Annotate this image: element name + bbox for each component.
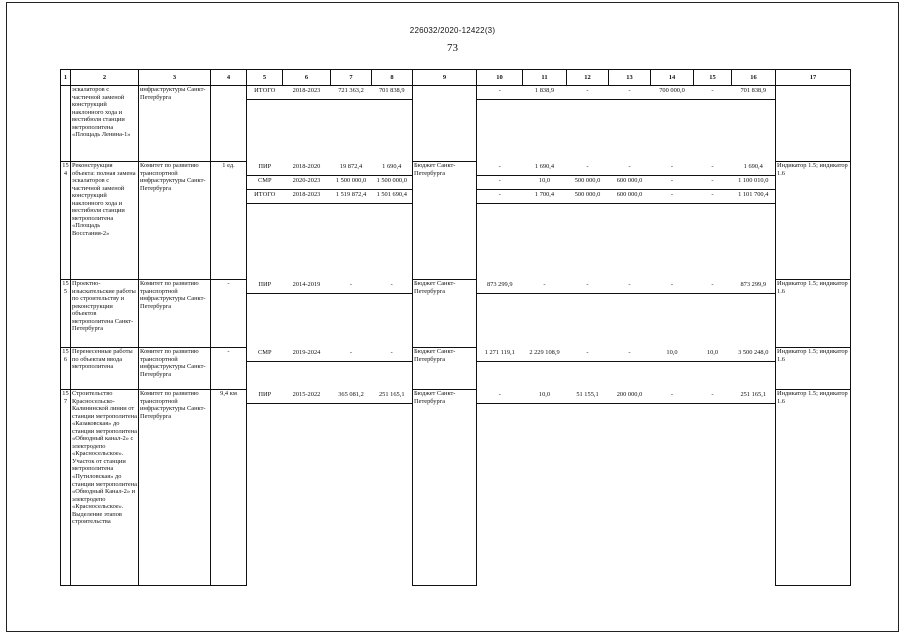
- column-header: 15: [694, 70, 732, 86]
- funding-col-14: -: [651, 280, 694, 294]
- funding-col-11: 2 229 108,9: [523, 348, 567, 362]
- funding-col-11-cell: [523, 162, 567, 280]
- estimated-cost: -: [331, 280, 372, 294]
- table-row: [61, 86, 851, 162]
- funding-total: 1 100 010,0: [732, 175, 776, 189]
- object-name: Строительство Красносельско-Калининской линии от станции метрополитена «Казаковская» до станции метрополитена «Обводный канал-2» с электродепо «Красносельское». Участок от станции метрополитена «Путиловская» до станции метрополитена «Обводный Канал-2» и электродепо «Красносельское». Выделение этапов строительства: [71, 390, 139, 586]
- funding-col-15: -: [694, 280, 732, 294]
- column-header: 14: [651, 70, 694, 86]
- funding-col-11: 10,0: [523, 175, 567, 189]
- funding-total: 251 165,1: [732, 390, 776, 404]
- funding-col-12: -: [567, 162, 609, 176]
- period: 2020-2023: [283, 175, 331, 189]
- funding-source: Бюджет Санкт-Петербурга: [413, 280, 477, 348]
- funding-col-14: -: [651, 390, 694, 404]
- capacity: 1 ед.: [211, 162, 247, 280]
- stage: СМР: [247, 348, 283, 362]
- funding-col-10-cell: [477, 348, 523, 390]
- indicator: Индикатор 1.5; индикатор 1.6: [776, 348, 851, 390]
- stage: ПИР: [247, 162, 283, 176]
- funding-col-15: -: [694, 189, 732, 203]
- table-row: [61, 162, 851, 280]
- funding-col-15-cell: [694, 348, 732, 390]
- funding-col-11-cell: [523, 280, 567, 348]
- remaining-cost: 701 838,9: [372, 86, 413, 100]
- funding-col-11: -: [523, 280, 567, 294]
- stage: ПИР: [247, 280, 283, 294]
- remaining-cost: -: [372, 280, 413, 294]
- funding-total-cell: [732, 86, 776, 162]
- column-header: 1: [61, 70, 71, 86]
- funding-total-cell: [732, 390, 776, 586]
- period: 2018-2023: [283, 86, 331, 100]
- stage: ИТОГО: [247, 189, 283, 203]
- indicator: Индикатор 1.5; индикатор 1.6: [776, 280, 851, 348]
- document-id: 226032/2020-12422(3): [409, 26, 496, 35]
- column-header: 4: [211, 70, 247, 86]
- estimated-cost-cell: [331, 348, 372, 390]
- capacity: -: [211, 280, 247, 348]
- customer: Комитет по развитию транспортной инфраструктуры Санкт-Петербурга: [139, 162, 211, 280]
- column-header: 9: [413, 70, 477, 86]
- funding-col-12: -: [567, 280, 609, 294]
- period: 2018-2023: [283, 189, 331, 203]
- funding-col-11: 10,0: [523, 390, 567, 404]
- funding-total: 3 500 248,0: [732, 348, 776, 362]
- customer: Комитет по развитию транспортной инфраструктуры Санкт-Петербурга: [139, 348, 211, 390]
- row-number: 156: [61, 348, 71, 390]
- column-header: 7: [331, 70, 372, 86]
- stage: ИТОГО: [247, 86, 283, 100]
- funding-col-13-cell: [609, 86, 651, 162]
- remaining-cost-cell: [372, 162, 413, 280]
- funding-source: Бюджет Санкт-Петербурга: [413, 348, 477, 390]
- funding-col-15: -: [694, 390, 732, 404]
- remaining-cost-cell: [372, 390, 413, 586]
- funding-col-10: 873 299,9: [477, 280, 523, 294]
- funding-col-14-cell: [651, 86, 694, 162]
- period-cell: [283, 280, 331, 348]
- funding-col-14: -: [651, 162, 694, 176]
- remaining-cost-cell: [372, 86, 413, 162]
- funding-col-15-cell: [694, 162, 732, 280]
- funding-col-12: -: [567, 86, 609, 100]
- funding-total: 873 299,9: [732, 280, 776, 294]
- funding-col-15-cell: [694, 86, 732, 162]
- remaining-cost: 1 500 000,0: [372, 175, 413, 189]
- object-name: эскалаторов с частичной заменой конструкций наклонного хода и вестибюля станции метрополитена «Площадь Ленина-1»: [71, 86, 139, 162]
- funding-col-13: -: [609, 162, 651, 176]
- remaining-cost: 1 501 690,4: [372, 189, 413, 203]
- remaining-cost-cell: [372, 280, 413, 348]
- funding-col-11: 1 700,4: [523, 189, 567, 203]
- funding-col-12-cell: [567, 280, 609, 348]
- funding-col-11: 1 838,9: [523, 86, 567, 100]
- column-header: 12: [567, 70, 609, 86]
- estimated-cost: 721 363,2: [331, 86, 372, 100]
- funding-col-13-cell: [609, 348, 651, 390]
- program-table: [60, 69, 851, 586]
- column-header: 6: [283, 70, 331, 86]
- funding-source: [413, 86, 477, 162]
- funding-col-13: -: [609, 348, 651, 362]
- funding-col-12-cell: [567, 348, 609, 390]
- funding-col-11: 1 690,4: [523, 162, 567, 176]
- capacity: -: [211, 348, 247, 390]
- column-header: 2: [71, 70, 139, 86]
- object-name: Проектно-изыскательские работы по строительству и реконструкции объектов метрополитена Санкт-Петербурга: [71, 280, 139, 348]
- estimated-cost-cell: [331, 390, 372, 586]
- row-number: 154: [61, 162, 71, 280]
- stage-cell: [247, 162, 283, 280]
- funding-col-13: 200 000,0: [609, 390, 651, 404]
- stage: СМР: [247, 175, 283, 189]
- funding-col-10-cell: [477, 280, 523, 348]
- funding-col-14-cell: [651, 280, 694, 348]
- funding-col-10: -: [477, 390, 523, 404]
- funding-col-14: 700 000,0: [651, 86, 694, 100]
- stage-cell: [247, 390, 283, 586]
- indicator: [776, 86, 851, 162]
- period: 2015-2022: [283, 390, 331, 404]
- funding-col-15: 10,0: [694, 348, 732, 362]
- column-header: 3: [139, 70, 211, 86]
- column-header: 10: [477, 70, 523, 86]
- funding-col-10: -: [477, 175, 523, 189]
- funding-col-14-cell: [651, 162, 694, 280]
- funding-col-14: -: [651, 175, 694, 189]
- funding-col-13-cell: [609, 390, 651, 586]
- funding-col-15: -: [694, 86, 732, 100]
- funding-col-15-cell: [694, 280, 732, 348]
- funding-col-12: 51 155,1: [567, 390, 609, 404]
- funding-col-13: 600 000,0: [609, 189, 651, 203]
- table-row: [61, 390, 851, 586]
- funding-col-13: 600 000,0: [609, 175, 651, 189]
- stage-cell: [247, 348, 283, 390]
- funding-total-cell: [732, 162, 776, 280]
- column-header: 8: [372, 70, 413, 86]
- funding-total-cell: [732, 280, 776, 348]
- remaining-cost: 1 690,4: [372, 162, 413, 176]
- row-number: [61, 86, 71, 162]
- header-row: [61, 70, 851, 86]
- capacity: 9,4 км: [211, 390, 247, 586]
- capacity: [211, 86, 247, 162]
- funding-col-10: 1 271 119,1: [477, 348, 523, 362]
- funding-col-11-cell: [523, 390, 567, 586]
- period: 2019-2024: [283, 348, 331, 362]
- period-cell: [283, 162, 331, 280]
- indicator: Индикатор 1.5; индикатор 1.6: [776, 162, 851, 280]
- funding-total-cell: [732, 348, 776, 390]
- period-cell: [283, 348, 331, 390]
- funding-col-15: -: [694, 175, 732, 189]
- funding-col-12-cell: [567, 162, 609, 280]
- period: 2014-2019: [283, 280, 331, 294]
- funding-col-12: 500 000,0: [567, 189, 609, 203]
- funding-col-10: -: [477, 189, 523, 203]
- customer: Комитет по развитию транспортной инфраструктуры Санкт-Петербурга: [139, 280, 211, 348]
- column-header: 5: [247, 70, 283, 86]
- remaining-cost-cell: [372, 348, 413, 390]
- row-number: 157: [61, 390, 71, 586]
- remaining-cost: 251 165,1: [372, 390, 413, 404]
- funding-col-10: -: [477, 162, 523, 176]
- row-number: 155: [61, 280, 71, 348]
- funding-col-10-cell: [477, 390, 523, 586]
- period-cell: [283, 86, 331, 162]
- funding-total: 1 690,4: [732, 162, 776, 176]
- estimated-cost-cell: [331, 86, 372, 162]
- estimated-cost: 365 081,2: [331, 390, 372, 404]
- funding-col-14: 10,0: [651, 348, 694, 362]
- funding-col-10: -: [477, 86, 523, 100]
- column-header: 17: [776, 70, 851, 86]
- funding-total: 701 838,9: [732, 86, 776, 100]
- period-cell: [283, 390, 331, 586]
- funding-col-12-cell: [567, 86, 609, 162]
- funding-source: Бюджет Санкт-Петербурга: [413, 162, 477, 280]
- column-header: 11: [523, 70, 567, 86]
- table-row: [61, 280, 851, 348]
- object-name: Перенесенные работы по объектам ввода метрополитена: [71, 348, 139, 390]
- funding-col-10-cell: [477, 86, 523, 162]
- period: 2018-2020: [283, 162, 331, 176]
- table-row: [61, 348, 851, 390]
- funding-col-12-cell: [567, 390, 609, 586]
- funding-col-15: -: [694, 162, 732, 176]
- stage: ПИР: [247, 390, 283, 404]
- estimated-cost: 1 500 000,0: [331, 175, 372, 189]
- object-name: Реконструкция объекта: полная замена эскалаторов с частичной заменой конструкций наклонного хода и вестибюля станции метрополитена «Площадь Восстания-2»: [71, 162, 139, 280]
- funding-col-14: -: [651, 189, 694, 203]
- estimated-cost: 19 872,4: [331, 162, 372, 176]
- funding-col-15-cell: [694, 390, 732, 586]
- funding-col-12: -: [567, 348, 609, 362]
- funding-col-13-cell: [609, 162, 651, 280]
- funding-col-14-cell: [651, 348, 694, 390]
- column-header: 16: [732, 70, 776, 86]
- estimated-cost-cell: [331, 162, 372, 280]
- funding-col-13: -: [609, 280, 651, 294]
- funding-col-11-cell: [523, 86, 567, 162]
- funding-col-10-cell: [477, 162, 523, 280]
- stage-cell: [247, 86, 283, 162]
- customer: Комитет по развитию транспортной инфраструктуры Санкт-Петербурга: [139, 390, 211, 586]
- estimated-cost: 1 519 872,4: [331, 189, 372, 203]
- estimated-cost-cell: [331, 280, 372, 348]
- indicator: Индикатор 1.5; индикатор 1.6: [776, 390, 851, 586]
- estimated-cost: -: [331, 348, 372, 362]
- funding-col-13-cell: [609, 280, 651, 348]
- funding-total: 1 101 700,4: [732, 189, 776, 203]
- funding-col-12: 500 000,0: [567, 175, 609, 189]
- stage-cell: [247, 280, 283, 348]
- funding-source: Бюджет Санкт-Петербурга: [413, 390, 477, 586]
- funding-col-14-cell: [651, 390, 694, 586]
- funding-col-13: -: [609, 86, 651, 100]
- remaining-cost: -: [372, 348, 413, 362]
- funding-col-11-cell: [523, 348, 567, 390]
- page-number: 73: [447, 42, 458, 54]
- column-header: 13: [609, 70, 651, 86]
- customer: инфраструктуры Санкт-Петербурга: [139, 86, 211, 162]
